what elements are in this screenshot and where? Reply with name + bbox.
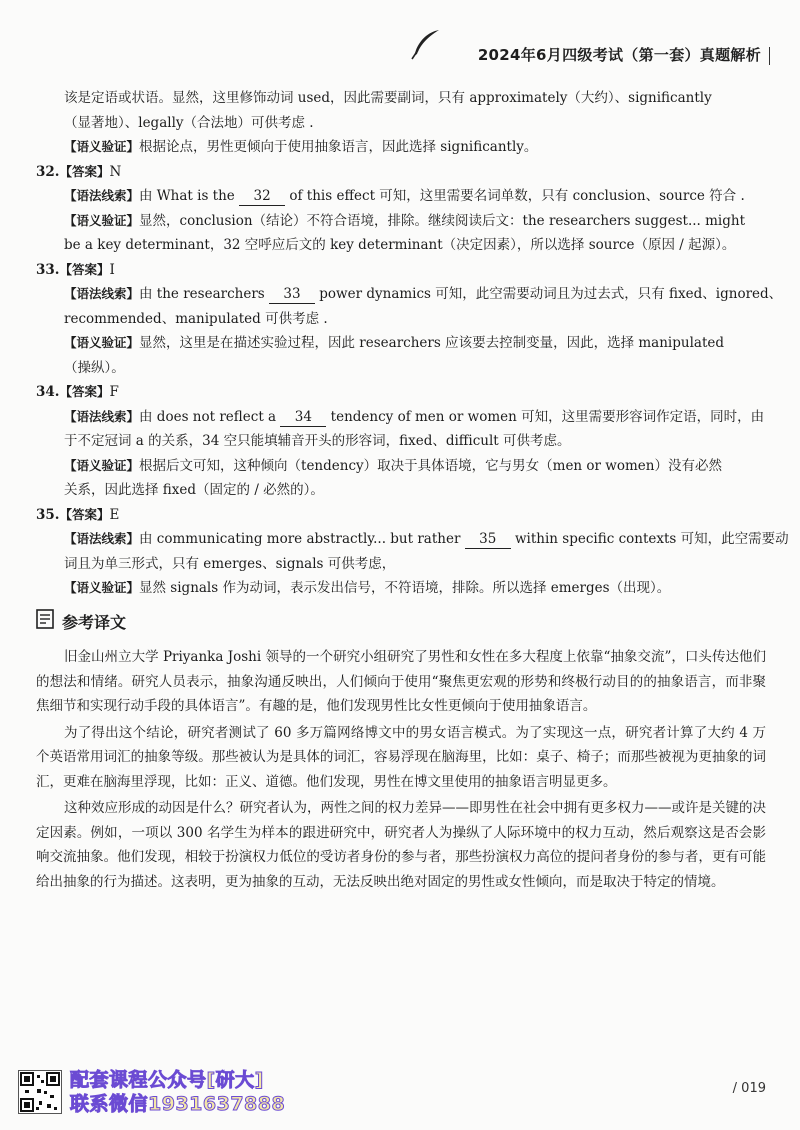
answer-34-heading — [36, 380, 766, 405]
text-span: 根据后文可知，这种倾向（tendency）取决于具体语境，它与男女（men or women）没有必然 — [139, 457, 722, 474]
grammar-clue-34 — [36, 405, 766, 430]
text-span: 由 communicating more abstractly... but rather — [139, 531, 465, 547]
answer-letter: F — [109, 384, 119, 400]
text-line: （操纵）。 — [64, 359, 125, 376]
answer-letter: E — [109, 506, 120, 523]
text-span: tendency of men or women 可知，这里需要形容词作定语，同时，由 — [326, 408, 765, 425]
text-span: within specific contexts 可知，此空需要动 — [510, 531, 789, 547]
question-number: 35. — [36, 506, 60, 523]
promo-line: 配套课程公众号[研大] — [70, 1069, 264, 1091]
translation-heading — [36, 609, 766, 638]
answer-letter: I — [109, 261, 115, 278]
promo-text — [70, 1068, 285, 1116]
translation-paragraph: 旧金山州立大学 Priyanka Joshi 领导的一个研究小组研究了男性和女性在多大程度上依靠“抽象交流”，口头传达他们的想法和情绪。研究人员表示，抽象沟通反映出，人们倾向于使用“聚焦更宏观的形势和终极行动目的的抽象语言，而非聚焦细节和实现行动手段的具体语言”。有趣的是，他们发现男性比女性更倾向于使用抽象语言。 — [36, 649, 766, 714]
grammar-clue-32 — [36, 184, 766, 209]
text-line: 关系，因此选择 fixed（固定的 / 必然的）。 — [64, 482, 324, 498]
semantic-check-32 — [36, 209, 766, 234]
answer-tag: 【答案】 — [59, 261, 110, 277]
blank-35: 35 — [465, 530, 511, 549]
text-span: 根据论点，男性更倾向于使用抽象语言，因此选择 significantly。 — [139, 139, 538, 155]
answer-35-heading — [36, 503, 766, 528]
text-span: 显然，conclusion（结论）不符合语境，排除。继续阅读后文：the researchers suggest... might — [139, 212, 746, 229]
text-line: 词且为单三形式，只有 emerges、signals 可供考虑， — [64, 555, 396, 572]
qr-code-icon — [18, 1070, 62, 1114]
answer-letter: N — [109, 163, 122, 180]
header-divider — [769, 47, 770, 65]
text-span: 显然 signals 作为动词，表示发出信号，不符语境，排除。所以选择 emerges（出现）。 — [139, 580, 671, 596]
semantic-tag: 【语义验证】 — [64, 212, 140, 228]
semantic-tag: 【语义验证】 — [64, 457, 140, 473]
document-icon — [36, 609, 54, 638]
page-number: / 019 — [732, 1081, 766, 1096]
semantic-tag: 【语义验证】 — [64, 335, 140, 350]
question-number: 32. — [36, 163, 60, 180]
semantic-tag: 【语义验证】 — [64, 139, 140, 154]
blank-34: 34 — [280, 408, 326, 427]
semantic-tag: 【语义验证】 — [64, 580, 140, 595]
promo-line: 联系微信1931637888 — [70, 1093, 286, 1115]
text-line: recommended、manipulated 可供考虑 . — [64, 310, 328, 327]
answer-tag: 【答案】 — [59, 163, 110, 179]
grammar-clue-35 — [36, 527, 789, 552]
answer-33-heading — [36, 258, 766, 283]
text-span: of this effect 可知，这里需要名词单数，只有 conclusion、source 符合 . — [285, 188, 745, 204]
page-content — [36, 86, 789, 896]
grammar-tag: 【语法线索】 — [64, 286, 140, 301]
text-span: 由 the researchers — [139, 286, 269, 302]
answer-32-heading — [36, 160, 766, 185]
page-header — [478, 44, 770, 65]
question-number: 34. — [36, 384, 60, 400]
answer-tag: 【答案】 — [59, 506, 110, 522]
promo-banner — [18, 1068, 285, 1116]
semantic-check-33 — [36, 331, 766, 356]
header-title: 2024年6月四级考试（第一套）真题解析 — [477, 46, 761, 64]
blank-32: 32 — [239, 187, 285, 206]
translation-paragraph: 这种效应形成的动因是什么？研究者认为，两性之间的权力差异——即男性在社会中拥有更多权力——或许是关键的决定因素。例如，一项以 300 名学生为样本的跟进研究中，研究者人为操纵了人际环境中的权力互动，然后观察这是否会影响交流抽象。他们发现，相较于扮演权力低位的受访者身份的参与者，那些扮演权力高位的提问者身份的参与者，更有可能给出抽象的行为描述。这表明，更为抽象的互动，无法反映出绝对固定的男性或女性倾向，而是取决于特定的情境。 — [36, 800, 766, 890]
text-line: 该是定语或状语。显然，这里修饰动词 used，因此需要副词，只有 approximately（大约）、significantly — [64, 90, 712, 106]
text-line: be a key determinant，32 空呼应后文的 key determinant（决定因素），所以选择 source（原因 / 起源）。 — [64, 237, 736, 253]
grammar-clue-33 — [36, 282, 783, 307]
text-span: 由 What is the — [139, 188, 240, 204]
text-span: 由 does not reflect a — [139, 408, 281, 425]
grammar-tag: 【语法线索】 — [64, 531, 140, 546]
translation-paragraph: 为了得出这个结论，研究者测试了 60 多万篇网络博文中的男女语言模式。为了实现这一点，研究者计算了大约 4 万个英语常用词汇的抽象等级。那些被认为是具体的词汇，容易浮现在脑海里，比如：桌子、椅子；而那些被视为更抽象的词汇，更难在脑海里浮现，比如：正义、道德。他们发现，男性在博文里使用的抽象语言明显更多。 — [36, 724, 766, 790]
blank-33: 33 — [269, 285, 315, 304]
text-line — [36, 135, 766, 160]
grammar-tag: 【语法线索】 — [64, 188, 140, 203]
section-title: 参考译文 — [62, 612, 127, 632]
semantic-check-35 — [36, 576, 766, 601]
text-span: 显然，这里是在描述实验过程，因此 researchers 应该要去控制变量，因此，选择 manipulated — [139, 335, 724, 351]
text-line: 于不定冠词 a 的关系，34 空只能填辅音开头的形容词，fixed、difficult 可供考虑。 — [64, 433, 571, 449]
answer-tag: 【答案】 — [59, 384, 110, 399]
text-line: （显著地）、legally（合法地）可供考虑 . — [64, 114, 314, 131]
question-number: 33. — [36, 261, 60, 278]
quill-pen-icon — [408, 28, 442, 66]
text-span: power dynamics 可知，此空需要动词且为过去式，只有 fixed、ignored、 — [315, 286, 783, 302]
grammar-tag: 【语法线索】 — [64, 408, 140, 424]
semantic-check-34 — [36, 454, 766, 479]
